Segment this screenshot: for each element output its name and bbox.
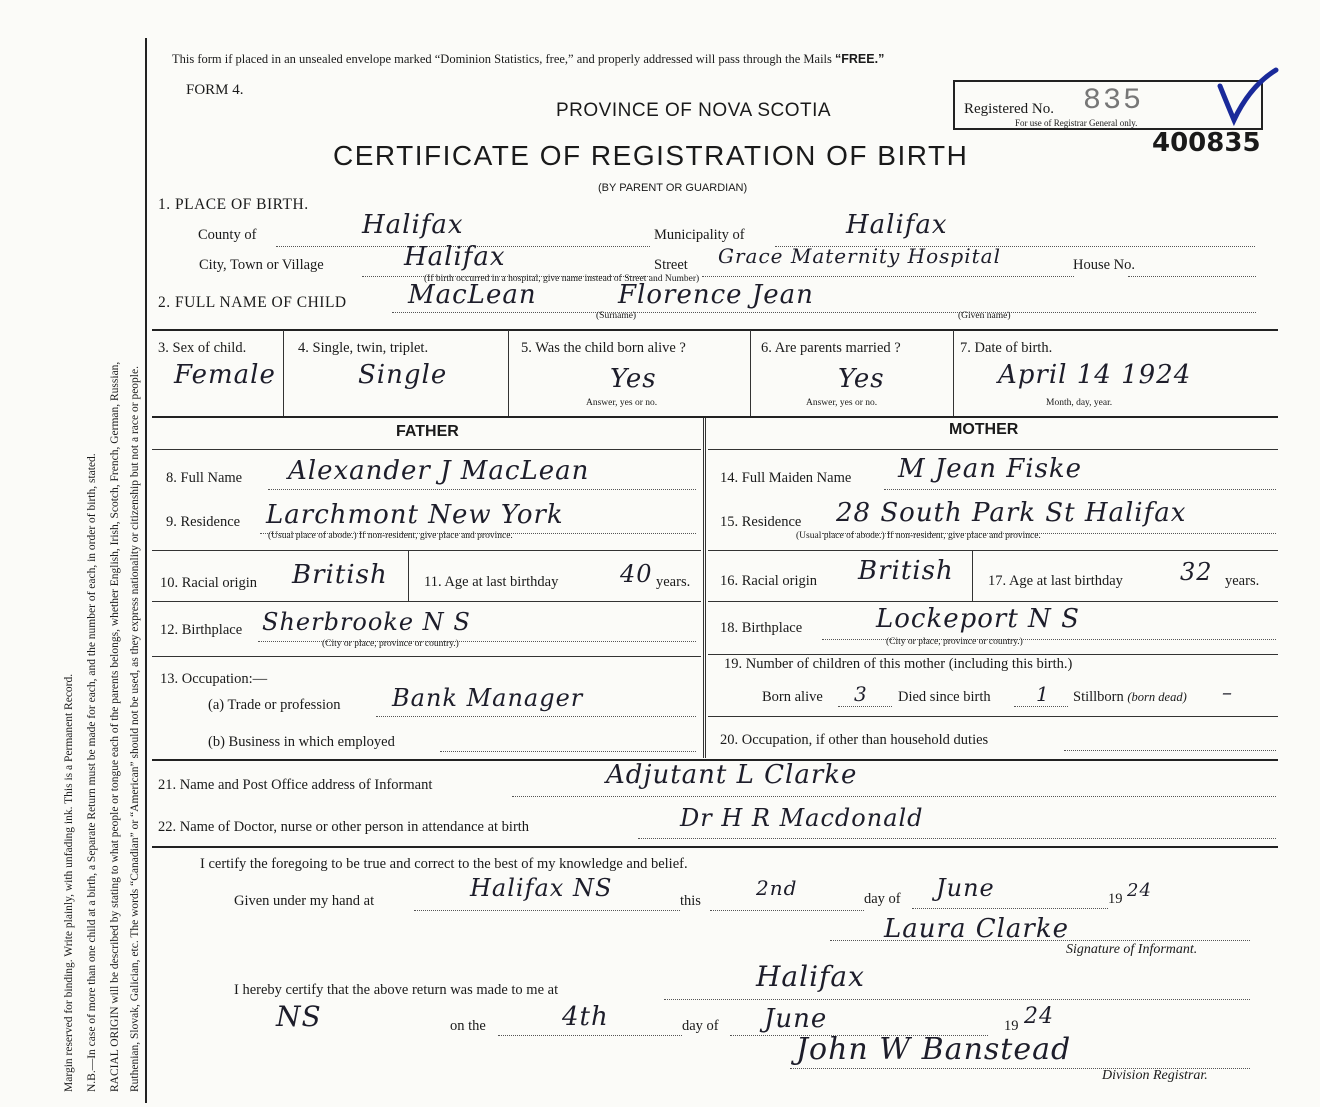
registrar-place-extra: NS [276, 1000, 322, 1033]
mother-birthplace-note: (City or place, province or country.) [886, 637, 1023, 647]
margin-rule [145, 38, 147, 1103]
sex-value: Female [174, 360, 276, 390]
registrar-place-value: Halifax [756, 960, 865, 993]
mother-occupation-label: 20. Occupation, if other than household duties [720, 732, 989, 748]
sidebar-line-3: RACIAL ORIGIN will be described by stating to what people or tongue each of the parents belongs, whether English, Irish, Scotch, French, German, Russian, [109, 361, 121, 1092]
place-of-birth-label: 1. PLACE OF BIRTH. [158, 196, 309, 213]
city-label: City, Town or Village [199, 257, 324, 273]
plurality-value: Single [358, 360, 448, 390]
check-mark [1214, 66, 1280, 131]
trade-value: Bank Manager [392, 684, 584, 712]
registrar-year-value: 24 [1024, 1004, 1054, 1029]
this-label: this [680, 893, 701, 909]
mother-race-value: British [858, 556, 954, 586]
rule-2 [152, 416, 1278, 418]
certificate-title: CERTIFICATE OF REGISTRATION OF BIRTH [333, 140, 969, 171]
county-label: County of [198, 227, 257, 243]
father-occupation-label: 13. Occupation:— [160, 671, 268, 687]
mother-name-value: M Jean Fiske [898, 454, 1083, 484]
father-name-value: Alexander J MacLean [288, 456, 590, 486]
registrar-signature: John W Banstead [796, 1032, 1072, 1067]
registered-number-label: Registered No. [964, 101, 1054, 117]
stillborn-label [1073, 689, 1187, 706]
mother-residence-note: (Usual place of abode.) If non-resident, give place and province. [796, 531, 1041, 541]
on-the-label: on the [450, 1018, 486, 1034]
doctor-label: 22. Name of Doctor, nurse or other person in attendance at birth [158, 819, 530, 835]
given-under-hand-label: Given under my hand at [234, 893, 375, 909]
father-age-value: 40 [620, 560, 653, 588]
mother-heading: MOTHER [949, 421, 1019, 438]
city-value: Halifax [404, 242, 506, 272]
registrar-day-of-label: day of [682, 1018, 719, 1034]
died-since-birth-label: Died since birth [898, 689, 991, 705]
certify-statement: I certify the foregoing to be true and correct to the best of my knowledge and belief. [200, 856, 688, 872]
child-surname: MacLean [408, 280, 537, 310]
sex-label: 3. Sex of child. [158, 340, 247, 356]
children-count-label: 19. Number of children of this mother (including this birth.) [724, 656, 1073, 672]
mother-birthplace-label: 18. Birthplace [720, 620, 803, 636]
informant-label: 21. Name and Post Office address of Informant [158, 777, 433, 793]
parents-married-label: 6. Are parents married ? [761, 340, 901, 356]
father-heading: FATHER [396, 423, 459, 440]
hospital-note: (If birth occurred in a hospital, give name instead of Street and Number) [424, 274, 700, 284]
informant-value: Adjutant L Clarke [606, 760, 858, 790]
sidebar-line-1: Margin reserved for binding. Write plainly, with unfading ink. This is a Permanent Record. [63, 673, 75, 1092]
registrar-year-prefix: 19 [1004, 1018, 1019, 1034]
registrar-day-value: 4th [562, 1002, 609, 1032]
form-number: FORM 4. [186, 82, 244, 98]
doctor-value: Dr H R Macdonald [680, 804, 924, 832]
certify-year-value: 24 [1127, 880, 1152, 901]
parents-married-value: Yes [838, 364, 885, 394]
mother-race-label: 16. Racial origin [720, 573, 818, 589]
father-race-label: 10. Racial origin [160, 575, 258, 591]
certify-year-prefix: 19 [1108, 891, 1123, 907]
registrar-month-value: June [764, 1004, 828, 1034]
rule-4 [152, 846, 1278, 848]
informant-signature: Laura Clarke [884, 914, 1069, 944]
father-birthplace-label: 12. Birthplace [160, 622, 243, 638]
certify-month-value: June [936, 874, 995, 902]
registration-number: 400835 [1152, 128, 1261, 158]
child-given-name: Florence Jean [618, 280, 814, 310]
father-race-value: British [292, 560, 388, 590]
municipality-label: Municipality of [654, 227, 745, 243]
business-label: (b) Business in which employed [208, 734, 395, 750]
mother-age-value: 32 [1180, 558, 1213, 586]
mother-birthplace-value: Lockeport N S [876, 604, 1080, 634]
given-at-value: Halifax NS [470, 874, 613, 902]
registrar-signature-label: Division Registrar. [1102, 1068, 1208, 1083]
province-heading: PROVINCE OF NOVA SCOTIA [556, 100, 832, 121]
plurality-label: 4. Single, twin, triplet. [298, 340, 429, 356]
date-of-birth-value: April 14 1924 [998, 360, 1192, 390]
sidebar-line-4: Ruthenian, Slovak, Galician, etc. The words “Canadian” or “American” should not be used, as they express nationality or citizenship but not a race or people. [129, 366, 141, 1092]
father-residence-note: (Usual place of abode.) If non-resident, give place and province. [268, 531, 513, 541]
stillborn-count: – [1222, 680, 1233, 704]
father-age-label: 11. Age at last birthday [424, 574, 559, 590]
street-value: Grace Maternity Hospital [718, 244, 1001, 268]
born-alive-count: 3 [854, 682, 868, 706]
born-alive-count-label: Born alive [762, 689, 823, 705]
registrar-general-note: For use of Registrar General only. [1015, 118, 1138, 128]
mother-years-label: years. [1225, 573, 1260, 589]
stillborn-note: (born dead) [1127, 690, 1187, 704]
column-divider [703, 418, 706, 758]
mother-residence-label: 15. Residence [720, 514, 802, 530]
registrar-statement: I hereby certify that the above return was made to me at [234, 982, 559, 998]
born-alive-note: Answer, yes or no. [586, 398, 658, 408]
certify-day-value: 2nd [756, 876, 798, 900]
registered-number-stamp: 835 [1083, 84, 1144, 118]
informant-signature-label: Signature of Informant. [1066, 942, 1198, 957]
child-name-label: 2. FULL NAME OF CHILD [158, 294, 347, 311]
father-name-label: 8. Full Name [166, 470, 243, 486]
certify-day-of-label: day of [864, 891, 901, 907]
father-residence-label: 9. Residence [166, 514, 241, 530]
mother-residence-value: 28 South Park St Halifax [836, 498, 1187, 528]
father-residence-value: Larchmont New York [266, 500, 564, 530]
street-label: Street [654, 257, 688, 273]
date-of-birth-label: 7. Date of birth. [960, 340, 1053, 356]
sidebar-line-2: N.B.—In case of more than one child at a birth, a Separate Return must be made for each, and the number of each, in order of birth, stated. [86, 453, 98, 1092]
father-years-label: years. [656, 574, 691, 590]
died-since-birth-count: 1 [1036, 682, 1050, 706]
surname-note: (Surname) [596, 311, 637, 321]
father-birthplace-note: (City or place, province or country.) [322, 639, 459, 649]
trade-label: (a) Trade or profession [208, 697, 341, 713]
born-alive-value: Yes [610, 364, 657, 394]
rule-1 [152, 329, 1278, 331]
mother-name-label: 14. Full Maiden Name [720, 470, 852, 486]
date-of-birth-note: Month, day, year. [1046, 398, 1113, 408]
mail-notice: This form if placed in an unsealed envelope marked “Dominion Statistics, free,” and properly addressed will pass through the Mails “FREE.” [172, 52, 885, 66]
given-name-note: (Given name) [958, 311, 1011, 321]
house-number-label: House No. [1073, 257, 1136, 273]
father-birthplace-value: Sherbrooke N S [262, 608, 471, 636]
county-value: Halifax [362, 210, 464, 240]
parents-married-note: Answer, yes or no. [806, 398, 878, 408]
certificate-subtitle: (BY PARENT OR GUARDIAN) [598, 182, 748, 194]
stillborn-label-text: Stillborn [1073, 689, 1124, 705]
born-alive-label: 5. Was the child born alive ? [521, 340, 686, 356]
municipality-value: Halifax [846, 210, 948, 240]
check-mark-icon [1214, 66, 1280, 126]
mother-age-label: 17. Age at last birthday [988, 573, 1123, 589]
